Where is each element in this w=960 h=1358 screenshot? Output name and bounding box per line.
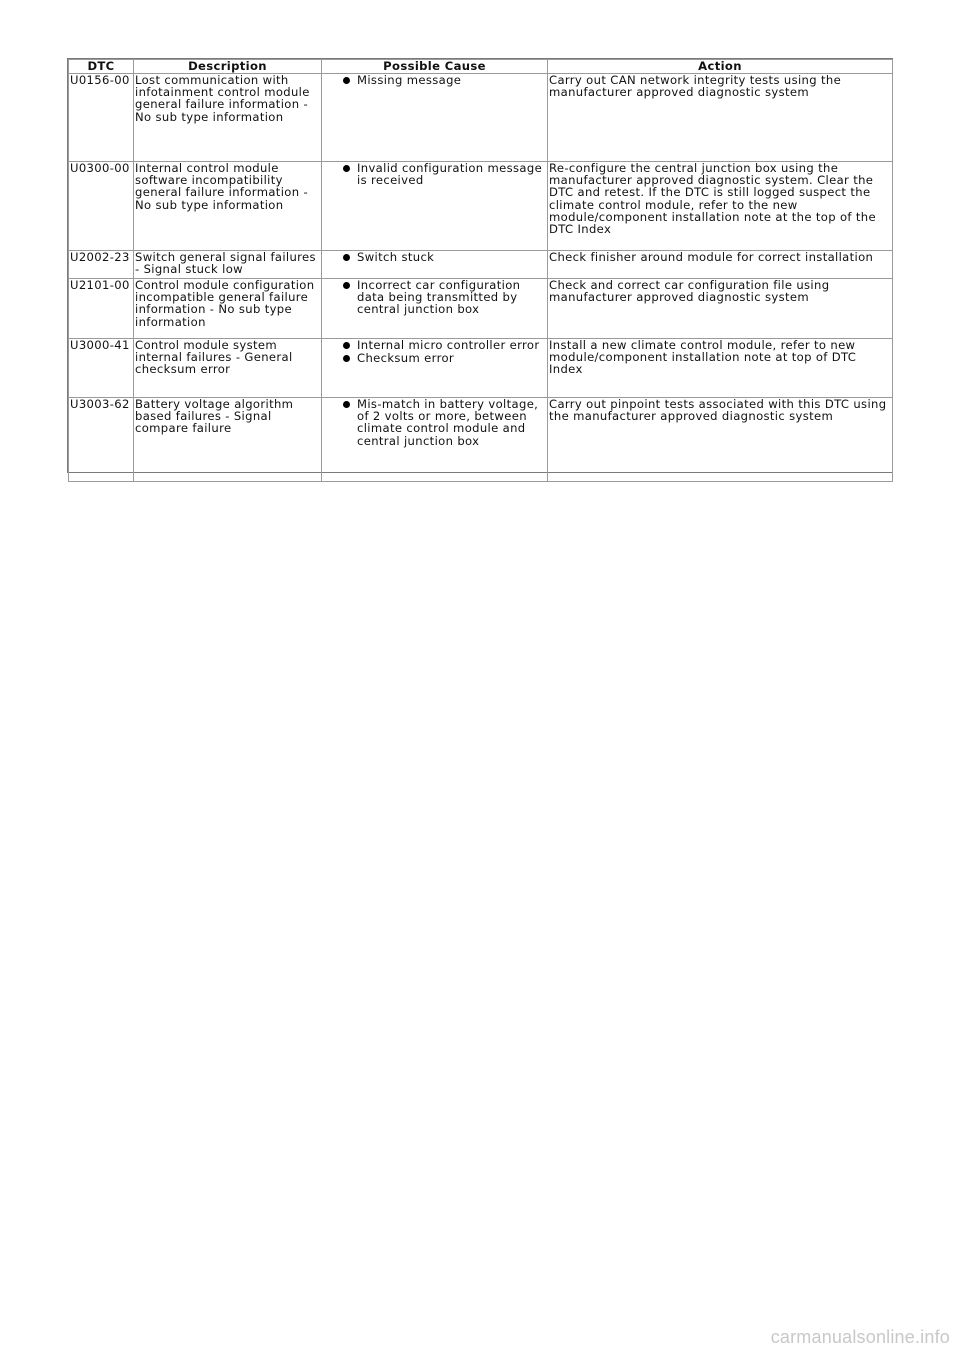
cause-item xyxy=(323,339,546,351)
possible-cause-cell xyxy=(322,162,548,251)
bullet-icon xyxy=(343,165,350,172)
dtc-description: Internal control module software incompatibility general failure information - No sub type information xyxy=(134,162,322,251)
cause-text: Missing message xyxy=(357,73,462,87)
cause-text: Incorrect car configuration data being transmitted by central junction box xyxy=(357,278,521,317)
possible-cause-cell xyxy=(322,339,548,398)
possible-cause-cell xyxy=(322,251,548,279)
bullet-icon xyxy=(343,355,350,362)
possible-cause-cell xyxy=(322,74,548,162)
possible-cause-cell xyxy=(322,398,548,482)
dtc-description: Control module system internal failures - General checksum error xyxy=(134,339,322,398)
table-header-row xyxy=(69,60,893,74)
cause-item xyxy=(323,279,546,316)
dtc-action: Check and correct car configuration file using manufacturer approved diagnostic system xyxy=(548,279,893,339)
cause-item xyxy=(323,251,546,263)
dtc-code: U2101-00 xyxy=(69,279,134,339)
header-possible-cause: Possible Cause xyxy=(322,60,548,74)
header-action: Action xyxy=(548,60,893,74)
header-description: Description xyxy=(134,60,322,74)
cause-text: Invalid configuration message is received xyxy=(357,161,543,188)
dtc-action: Install a new climate control module, refer to new module/component installation note at top of DTC Index xyxy=(548,339,893,398)
cause-text: Checksum error xyxy=(357,351,454,366)
dtc-description: Switch general signal failures - Signal stuck low xyxy=(134,251,322,279)
dtc-description: Control module configuration incompatible general failure information - No sub type information xyxy=(134,279,322,339)
dtc-table xyxy=(68,59,893,482)
cause-item xyxy=(323,398,546,447)
cause-item xyxy=(323,162,546,186)
table-row xyxy=(69,74,893,162)
bullet-icon xyxy=(343,342,350,349)
cause-item xyxy=(323,352,546,364)
dtc-code: U0156-00 xyxy=(69,74,134,162)
bullet-icon xyxy=(343,282,350,289)
dtc-action: Re-configure the central junction box using the manufacturer approved diagnostic system. Clear the DTC and retest. If the DTC is still logged suspect the climate control module, refer to the new module/component installation note at the top of the DTC Index xyxy=(548,162,893,251)
cause-text: Switch stuck xyxy=(357,250,435,264)
dtc-action: Carry out CAN network integrity tests using the manufacturer approved diagnostic system xyxy=(548,74,893,162)
bullet-icon xyxy=(343,401,350,408)
bullet-icon xyxy=(343,254,350,261)
table-row xyxy=(69,339,893,398)
dtc-description: Lost communication with infotainment control module general failure information - No sub type information xyxy=(134,74,322,162)
table-row xyxy=(69,251,893,279)
dtc-code: U0300-00 xyxy=(69,162,134,251)
table-row xyxy=(69,398,893,482)
cause-text: Mis-match in battery voltage, of 2 volts or more, between climate control module and central junction box xyxy=(357,397,539,448)
dtc-code: U3000-41 xyxy=(69,339,134,398)
cause-item xyxy=(323,74,546,86)
cause-text: Internal micro controller error xyxy=(357,338,540,352)
watermark: carmanualsonline.info xyxy=(770,1327,950,1347)
dtc-code: U3003-62 xyxy=(69,398,134,482)
table-row xyxy=(69,279,893,339)
table-row xyxy=(69,162,893,251)
dtc-description: Battery voltage algorithm based failures - Signal compare failure xyxy=(134,398,322,482)
possible-cause-cell xyxy=(322,279,548,339)
dtc-action: Carry out pinpoint tests associated with this DTC using the manufacturer approved diagnostic system xyxy=(548,398,893,482)
header-dtc: DTC xyxy=(69,60,134,74)
dtc-action: Check finisher around module for correct installation xyxy=(548,251,893,279)
bullet-icon xyxy=(343,77,350,84)
dtc-code: U2002-23 xyxy=(69,251,134,279)
